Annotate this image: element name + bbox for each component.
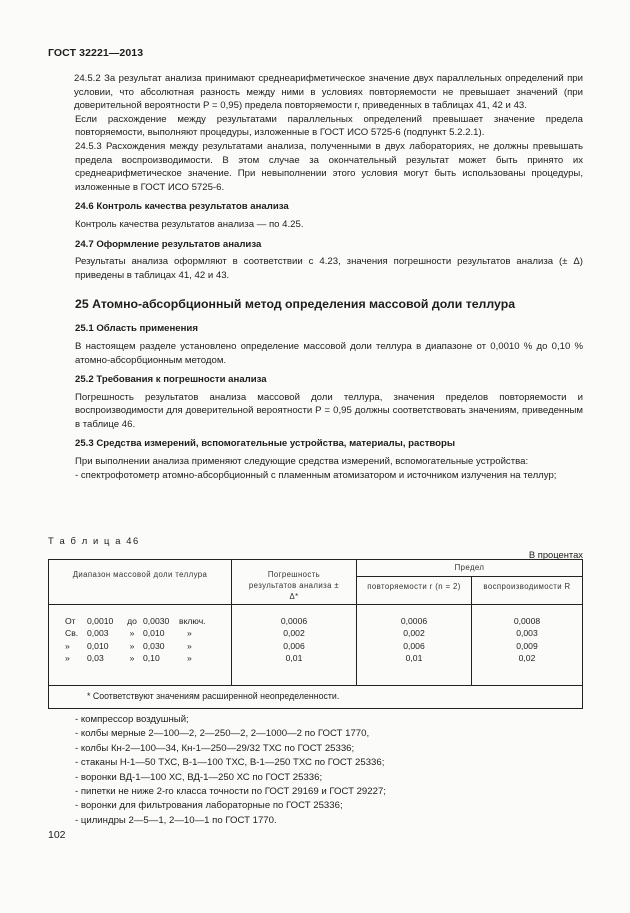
- reproducibility-value: 0,0008: [513, 616, 541, 626]
- error-value: 0,002: [283, 628, 305, 639]
- list-item: - цилиндры 2—5—1, 2—10—1 по ГОСТ 1770.: [75, 814, 277, 826]
- page-number: 102: [48, 829, 66, 841]
- range-part: От: [65, 616, 76, 626]
- range-part: »: [65, 640, 70, 651]
- range-part: 0,03: [87, 652, 104, 663]
- list-item: - колбы мерные 2—100—2, 2—250—2, 2—1000—2 по ГОСТ 1770,: [75, 728, 370, 740]
- heading-24-7: 24.7 Оформление результатов анализа: [75, 238, 262, 250]
- error-value: 0,01: [285, 652, 303, 663]
- reproducibility-value: 0,003: [516, 628, 538, 639]
- range-part: »: [129, 640, 135, 651]
- table-footnote: * Соответствуют значениям расширенной неопределенности.: [87, 691, 340, 701]
- col-header-range: Диапазон массовой доли теллура: [49, 560, 232, 605]
- range-cell: [49, 605, 232, 686]
- paragraph-24-5-3: 24.5.3 Расхождения между результатами анализа, полученными в двух лабораториях, не должны превышать предела воспроизводимости. В этом случае за окончательный результат может быть принято их среднеарифметическое значение. При невыполнении этого условия могут быть использованы процедуры, изложенные в ГОСТ ИСО 5725-6.: [75, 140, 583, 193]
- range-part: 0,010: [143, 628, 165, 639]
- section-25-title: 25 Атомно-абсорбционный метод определения массовой доли теллура: [75, 297, 516, 312]
- error-value: 0,006: [283, 640, 305, 651]
- table-label: Т а б л и ц а 46: [48, 535, 140, 546]
- range-part: 0,003: [87, 628, 109, 639]
- col-header-limit: Предел: [357, 560, 583, 577]
- error-value: 0,0006: [280, 616, 308, 626]
- table-caption-block: [48, 534, 583, 561]
- paragraph-25-3: При выполнении анализа применяют следующие средства измерений, вспомогательные устройства:: [75, 456, 529, 468]
- table-46: [48, 559, 583, 709]
- range-row: [49, 627, 231, 639]
- paragraph-24-5-2-cont: Если расхождение между результатами параллельных определений превышает значение предела повторяемости, выполняют процедуры, изложенные в ГОСТ ИСО 5725-6 (подпункт 5.2.2.1).: [75, 113, 583, 139]
- range-part: »: [187, 640, 192, 651]
- list-item: - воронки ВД-1—100 ХС, ВД-1—250 ХС по ГОСТ 25336;: [75, 771, 323, 783]
- reproducibility-cell: [472, 605, 583, 686]
- table-footnote-row: [49, 686, 583, 709]
- range-row: [49, 652, 231, 664]
- reproducibility-value: 0,02: [518, 652, 536, 663]
- list-item: - пипетки не ниже 2-го класса точности по ГОСТ 29169 и ГОСТ 29227;: [75, 786, 386, 798]
- paragraph-24-6: Контроль качества результатов анализа — по 4.25.: [75, 218, 304, 230]
- range-row: [49, 615, 231, 627]
- repeatability-cell: [357, 605, 472, 686]
- range-part: »: [187, 652, 192, 663]
- paragraph-25-3-item: - спектрофотометр атомно-абсорбционный с пламенным атомизатором и источником излучения на теллур;: [75, 469, 557, 481]
- repeatability-value: 0,002: [403, 628, 425, 639]
- standard-header: ГОСТ 32221—2013: [48, 47, 144, 59]
- range-part: 0,010: [87, 640, 109, 651]
- reproducibility-value: 0,009: [516, 640, 538, 651]
- col-header-repeatability: повторяемости r (n = 2): [357, 577, 472, 605]
- range-part: »: [187, 628, 192, 639]
- heading-24-6: 24.6 Контроль качества результатов анализа: [75, 201, 289, 213]
- range-part: 0,030: [143, 640, 165, 651]
- range-part: включ.: [179, 616, 206, 626]
- list-item: - компрессор воздушный;: [75, 714, 189, 725]
- paragraph-24-5-2: 24.5.2 За результат анализа принимают среднеарифметическое значение двух параллельных определений при условии, что абсолютная разность между ними в условиях повторяемости не превышает значений (при доверительной вероятности Р = 0,95) предела повторяемости r, приведенных в таблицах 41, 42 и 43.: [74, 73, 583, 112]
- table-units: В процентах: [528, 548, 583, 560]
- range-part: »: [65, 652, 70, 663]
- list-item: - воронки для фильтрования лабораторные по ГОСТ 25336;: [75, 800, 343, 812]
- repeatability-value: 0,006: [403, 640, 425, 651]
- range-part: 0,0010: [87, 616, 114, 626]
- heading-25-1: 25.1 Область применения: [75, 323, 198, 335]
- heading-25-3: 25.3 Средства измерений, вспомогательные устройства, материалы, растворы: [75, 438, 456, 450]
- repeatability-value: 0,0006: [400, 616, 428, 626]
- paragraph-24-7: Результаты анализа оформляют в соответствии с 4.23, значения погрешности результатов анализа (± Δ) приведены в таблицах 41, 42 и 43.: [75, 256, 583, 281]
- equipment-list: [75, 713, 583, 828]
- main-content: [75, 72, 583, 482]
- repeatability-value: 0,01: [405, 652, 423, 663]
- col-header-error: Погрешность результатов анализа ± Δ*: [232, 560, 357, 605]
- range-part: 0,10: [143, 652, 160, 663]
- heading-25-2: 25.2 Требования к погрешности анализа: [75, 374, 267, 386]
- paragraph-25-1: В настоящем разделе установлено определение массовой доли теллура в диапазоне от 0,0010 % до 0,10 % атомно-абсорбционным методом.: [75, 340, 583, 366]
- list-item: - колбы Кн-2—100—34, Кн-1—250—29/32 ТХС по ГОСТ 25336;: [75, 742, 355, 754]
- range-part: 0,0030: [143, 616, 170, 626]
- paragraph-25-2: Погрешность результатов анализа массовой доли теллура, значения пределов повторяемости и воспроизводимости для доверительной вероятности Р = 0,95 должны соответствовать значениям, приведенным в таблице 46.: [75, 391, 583, 430]
- col-header-reproducibility: воспроизводимости R: [472, 577, 583, 605]
- range-part: до: [127, 616, 137, 626]
- range-part: »: [129, 628, 135, 639]
- range-part: »: [129, 652, 135, 663]
- range-row: [49, 640, 231, 652]
- list-item: - стаканы Н-1—50 ТХС, В-1—100 ТХС, В-1—250 ТХС по ГОСТ 25336;: [75, 757, 385, 769]
- error-cell: [232, 605, 357, 686]
- range-part: Св.: [65, 628, 79, 639]
